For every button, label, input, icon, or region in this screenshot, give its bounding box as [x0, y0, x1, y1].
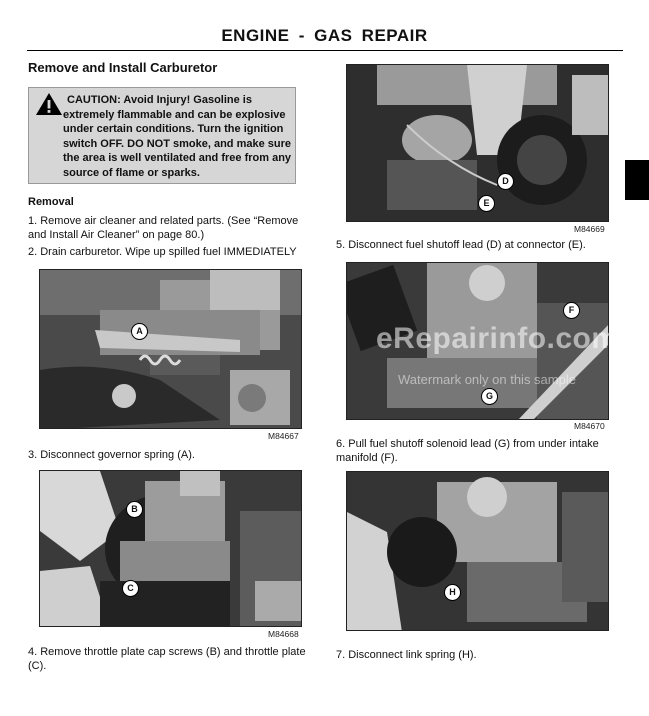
figure-id: M84668 [268, 629, 299, 639]
photo-link-spring [346, 471, 609, 631]
step-3: 3. Disconnect governor spring (A). [28, 449, 195, 461]
step-7: 7. Disconnect link spring (H). [336, 649, 477, 661]
photo-governor-spring [39, 269, 302, 429]
photo-fuel-shutoff-lead [346, 64, 609, 222]
caution-body: extremely flammable and can be explosive under certain conditions. Turn the ignition switch OFF. DO NOT smoke, and make sure the area is well ventilated and free from any source of flame or sparks. [63, 108, 292, 179]
callout-b: B [126, 501, 143, 518]
photo-throttle-plate [39, 470, 302, 627]
step-5: 5. Disconnect fuel shutoff lead (D) at connector (E). [336, 239, 586, 251]
step-2: 2. Drain carburetor. Wipe up spilled fuel IMMEDIATELY [28, 246, 297, 258]
callout-a: A [131, 323, 148, 340]
callout-d: D [497, 173, 514, 190]
step-4: 4. Remove throttle plate cap screws (B) and throttle plate (C). [28, 646, 306, 672]
figure-id: M84667 [268, 431, 299, 441]
step-1: 1. Remove air cleaner and related parts. (See “Remove and Install Air Cleaner” on page 80.) [28, 215, 299, 241]
caution-first-line: CAUTION: Avoid Injury! Gasoline is [67, 94, 252, 106]
callout-g: G [481, 388, 498, 405]
step-6: 6. Pull fuel shutoff solenoid lead (G) from under intake manifold (F). [336, 438, 599, 464]
caution-box [28, 87, 296, 184]
callout-f: F [563, 302, 580, 319]
figure-id: M84670 [574, 421, 605, 431]
section-title: Remove and Install Carburetor [28, 60, 218, 75]
caution-text [63, 93, 293, 180]
removal-heading: Removal [28, 196, 74, 208]
watermark-subtext: Watermark only on this sample [398, 372, 576, 387]
warning-triangle-icon [35, 92, 63, 116]
section-tab-marker [625, 160, 649, 200]
title-divider [27, 50, 623, 51]
figure-id: M84669 [574, 224, 605, 234]
callout-h: H [444, 584, 461, 601]
page-title: ENGINE - GAS REPAIR [221, 26, 428, 45]
callout-c: C [122, 580, 139, 597]
watermark: eRepairinfo.com [376, 322, 619, 355]
callout-e: E [478, 195, 495, 212]
